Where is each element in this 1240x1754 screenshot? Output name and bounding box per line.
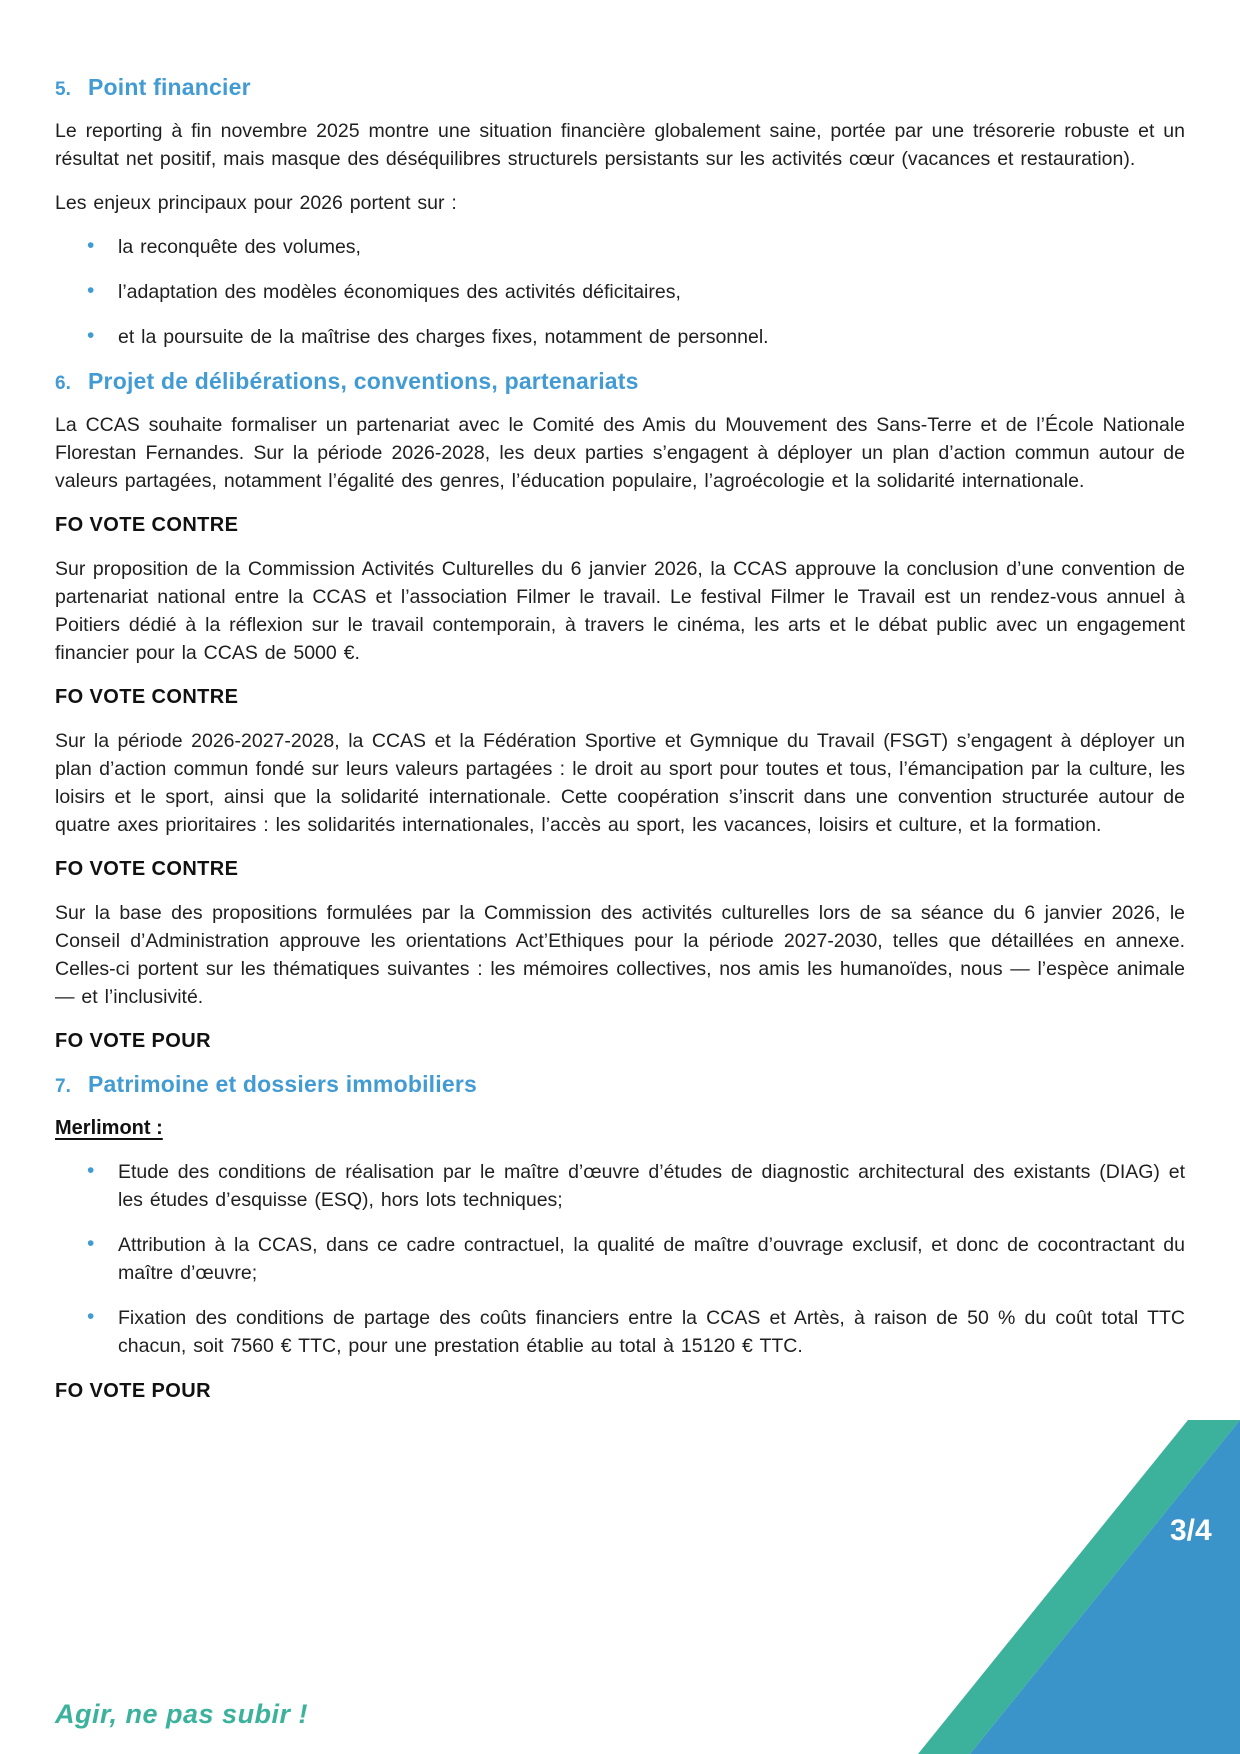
bullet-text: Fixation des conditions de partage des coûts financiers entre la CCAS et Artès, à raison de 50 % du coût total TTC chacun, soit 7560 € TTC, pour une prestation établie au total à 15120 € TTC. <box>118 1307 1185 1357</box>
list-item <box>55 1231 1185 1287</box>
section-title: Point financier <box>88 74 251 100</box>
subheading-merlimont: Merlimont : <box>55 1117 163 1139</box>
vote-label: FO VOTE CONTRE <box>55 514 239 536</box>
corner-shapes <box>900 1400 1240 1754</box>
bullet-text: et la poursuite de la maîtrise des charges fixes, notamment de personnel. <box>118 326 769 348</box>
section-title: Projet de délibérations, conventions, partenariats <box>88 368 639 394</box>
bullet-text: l’adaptation des modèles économiques des activités déficitaires, <box>118 281 681 303</box>
bullet-icon: • <box>87 324 95 347</box>
corner-decoration <box>900 1400 1240 1754</box>
bullet-text: Attribution à la CCAS, dans ce cadre contractuel, la qualité de maître d’ouvrage exclusif, et donc de cocontractant du maître d’œuvre; <box>118 1234 1185 1284</box>
paragraph: Sur proposition de la Commission Activités Culturelles du 6 janvier 2026, la CCAS approuve la conclusion d’une convention de partenariat national entre la CCAS et l’association Filmer le travail. Le festival Filmer le Travail est un rendez-vous annuel à Poitiers dédié à la réflexion sur le travail contemporain, à travers le cinéma, les arts et le débat public avec un engagement financier pour la CCAS de 5000 €. <box>55 558 1185 664</box>
bullet-icon: • <box>87 1232 95 1255</box>
section-title: Patrimoine et dossiers immobiliers <box>88 1071 477 1097</box>
paragraph: La CCAS souhaite formaliser un partenariat avec le Comité des Amis du Mouvement des Sans-Terre et de l’École Nationale Florestan Fernandes. Sur la période 2026-2028, les deux parties s’engagent à déployer un plan d’action commun autour de valeurs partagées, notamment l’égalité des genres, l’éducation populaire, l’agroécologie et la solidarité internationale. <box>55 414 1185 492</box>
bullet-icon: • <box>87 1159 95 1182</box>
section-patrimoine <box>55 1071 1185 1405</box>
bullet-text: Etude des conditions de réalisation par le maître d’œuvre d’études de diagnostic architectural des existants (DIAG) et les études d’esquisse (ESQ), hors lots techniques; <box>118 1161 1185 1211</box>
section-deliberations <box>55 368 1185 1055</box>
list-item <box>55 1304 1185 1360</box>
paragraph: Le reporting à fin novembre 2025 montre une situation financière globalement saine, portée par une trésorerie robuste et un résultat net positif, mais masque des déséquilibres structurels persistants sur les activités cœur (vacances et restauration). <box>55 120 1185 170</box>
bullet-list <box>55 1158 1185 1360</box>
vote-label: FO VOTE CONTRE <box>55 858 239 880</box>
list-item <box>55 278 1185 306</box>
section-heading <box>55 74 1185 101</box>
section-number: 6. <box>55 373 71 394</box>
footer-slogan: Agir, ne pas subir ! <box>55 1699 309 1729</box>
paragraph: Les enjeux principaux pour 2026 portent sur : <box>55 192 457 214</box>
section-point-financier <box>55 74 1185 351</box>
section-number: 5. <box>55 79 71 100</box>
vote-label: FO VOTE CONTRE <box>55 686 239 708</box>
paragraph: Sur la période 2026-2027-2028, la CCAS et la Fédération Sportive et Gymnique du Travail (FSGT) s’engagent à déployer un plan d’action commun fondé sur leurs valeurs partagées : le droit au sport pour toutes et tous, l’émancipation par la culture, les loisirs et le sport, ainsi que la solidarité internationale. Cette coopération s’inscrit dans une convention structurée autour de quatre axes prioritaires : les solidarités internationales, l’accès au sport, les vacances, loisirs et culture, et la formation. <box>55 730 1185 836</box>
bullet-icon: • <box>87 234 95 257</box>
section-number: 7. <box>55 1076 71 1097</box>
bullet-icon: • <box>87 1305 95 1328</box>
bullet-text: la reconquête des volumes, <box>118 236 361 258</box>
vote-label: FO VOTE POUR <box>55 1380 211 1402</box>
list-item <box>55 233 1185 261</box>
vote-label: FO VOTE POUR <box>55 1030 211 1052</box>
list-item <box>55 323 1185 351</box>
paragraph: Sur la base des propositions formulées par la Commission des activités culturelles lors de sa séance du 6 janvier 2026, le Conseil d’Administration approuve les orientations Act’Ethiques pour la période 2027-2030, telles que détaillées en annexe. Celles-ci portent sur les thématiques suivantes : les mémoires collectives, nos amis les humanoïdes, nous — l’espèce animale — et l’inclusivité. <box>55 902 1185 1008</box>
bullet-icon: • <box>87 279 95 302</box>
list-item <box>55 1158 1185 1214</box>
bullet-list <box>55 233 1185 351</box>
section-heading <box>55 1071 1185 1098</box>
page-number: 3/4 <box>1170 1514 1212 1547</box>
section-heading <box>55 368 1185 395</box>
